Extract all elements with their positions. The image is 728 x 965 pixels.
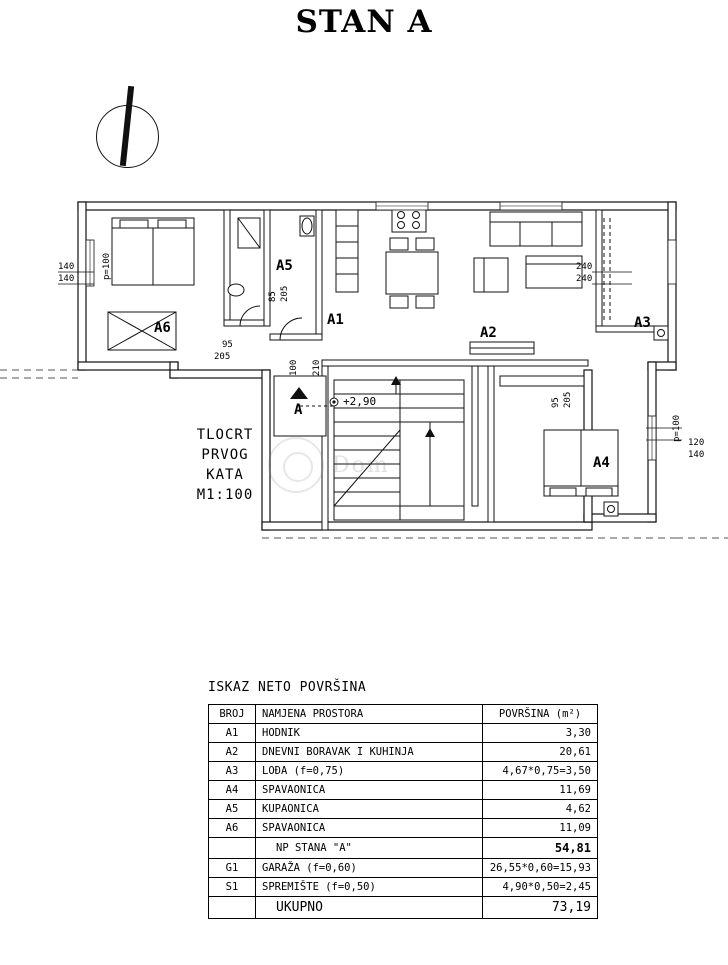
caption-line-1: TLOCRT <box>196 427 254 443</box>
area-table-title: ISKAZ NETO POVRŠINA <box>208 680 367 695</box>
dim-120: 120 <box>688 438 705 448</box>
table-cell-broj: A6 <box>209 819 256 838</box>
table-cell-povrsina: 26,55*0,60=15,93 <box>483 859 598 878</box>
dim-p100-left: p=100 <box>102 252 112 280</box>
table-cell-povrsina: 4,90*0,50=2,45 <box>483 878 598 897</box>
table-total-row <box>209 897 598 919</box>
table-cell-povrsina: 73,19 <box>483 897 598 919</box>
caption-line-3: KATA <box>206 467 244 483</box>
caption-line-4: M1:100 <box>196 487 254 503</box>
dim-205-a: 205 <box>280 285 290 302</box>
table-cell-broj: A5 <box>209 800 256 819</box>
caption-line-2: PRVOG <box>201 447 249 463</box>
entrance-marker-label: A <box>294 402 303 418</box>
dim-95: 95 <box>222 340 233 350</box>
room-label-a1: A1 <box>327 312 344 328</box>
dim-140-a: 140 <box>58 262 75 272</box>
table-cell-namjena: KUPAONICA <box>256 800 483 819</box>
table-cell-namjena: HODNIK <box>256 724 483 743</box>
table-header-cell: BROJ <box>209 705 256 724</box>
table-row <box>209 724 598 743</box>
dim-205-right: 205 <box>563 391 573 408</box>
table-header-cell: NAMJENA PROSTORA <box>256 705 483 724</box>
table-row <box>209 781 598 800</box>
table-cell-namjena: DNEVNI BORAVAK I KUHINJA <box>256 743 483 762</box>
table-cell-broj: A4 <box>209 781 256 800</box>
level-marker-label: +2,90 <box>343 395 377 408</box>
table-cell-broj: G1 <box>209 859 256 878</box>
table-cell-broj: A1 <box>209 724 256 743</box>
table-cell-povrsina: 3,30 <box>483 724 598 743</box>
table-cell-namjena: UKUPNO <box>256 897 483 919</box>
table-header-cell: POVRŠINA (m²) <box>483 705 598 724</box>
table-cell-povrsina: 11,09 <box>483 819 598 838</box>
dim-140-right: 140 <box>688 450 705 460</box>
room-label-a5: A5 <box>276 258 293 274</box>
table-cell-povrsina: 4,62 <box>483 800 598 819</box>
watermark-text: Dom <box>332 452 390 478</box>
floor-plan-svg <box>0 180 728 580</box>
table-cell-namjena: LOĐA (f=0,75) <box>256 762 483 781</box>
table-row <box>209 800 598 819</box>
table-cell-broj <box>209 838 256 859</box>
dim-240-b: 240 <box>576 274 593 284</box>
table-row <box>209 838 598 859</box>
dim-95-right: 95 <box>551 397 561 408</box>
dim-85: 85 <box>268 291 278 302</box>
dim-240-a: 240 <box>576 262 593 272</box>
table-row <box>209 878 598 897</box>
table-cell-namjena: SPAVAONICA <box>256 819 483 838</box>
room-label-a3: A3 <box>634 315 651 331</box>
room-label-a6: A6 <box>154 320 171 336</box>
dim-p100-right: p=100 <box>672 414 682 442</box>
table-cell-namjena: GARAŽA (f=0,60) <box>256 859 483 878</box>
dim-140-b: 140 <box>58 274 75 284</box>
plan-caption <box>145 425 305 505</box>
table-cell-broj <box>209 897 256 919</box>
table-row <box>209 762 598 781</box>
table-cell-broj: S1 <box>209 878 256 897</box>
room-label-a4: A4 <box>593 455 610 471</box>
table-row <box>209 859 598 878</box>
table-header-row <box>209 705 598 724</box>
area-table <box>208 704 598 919</box>
dim-100: 100 <box>289 359 299 376</box>
table-row <box>209 819 598 838</box>
table-cell-povrsina: 11,69 <box>483 781 598 800</box>
room-label-a2: A2 <box>480 325 497 341</box>
page-title: STAN A <box>295 4 433 40</box>
table-cell-namjena: NP STANA "A" <box>256 838 483 859</box>
dim-210: 210 <box>312 359 322 376</box>
table-cell-broj: A2 <box>209 743 256 762</box>
table-row <box>209 743 598 762</box>
table-cell-namjena: SPREMIŠTE (f=0,50) <box>256 878 483 897</box>
table-cell-broj: A3 <box>209 762 256 781</box>
table-cell-namjena: SPAVAONICA <box>256 781 483 800</box>
dim-205-b: 205 <box>214 352 231 362</box>
table-cell-povrsina: 20,61 <box>483 743 598 762</box>
floor-plan-drawing <box>0 180 728 580</box>
table-cell-povrsina: 4,67*0,75=3,50 <box>483 762 598 781</box>
table-cell-povrsina: 54,81 <box>483 838 598 859</box>
